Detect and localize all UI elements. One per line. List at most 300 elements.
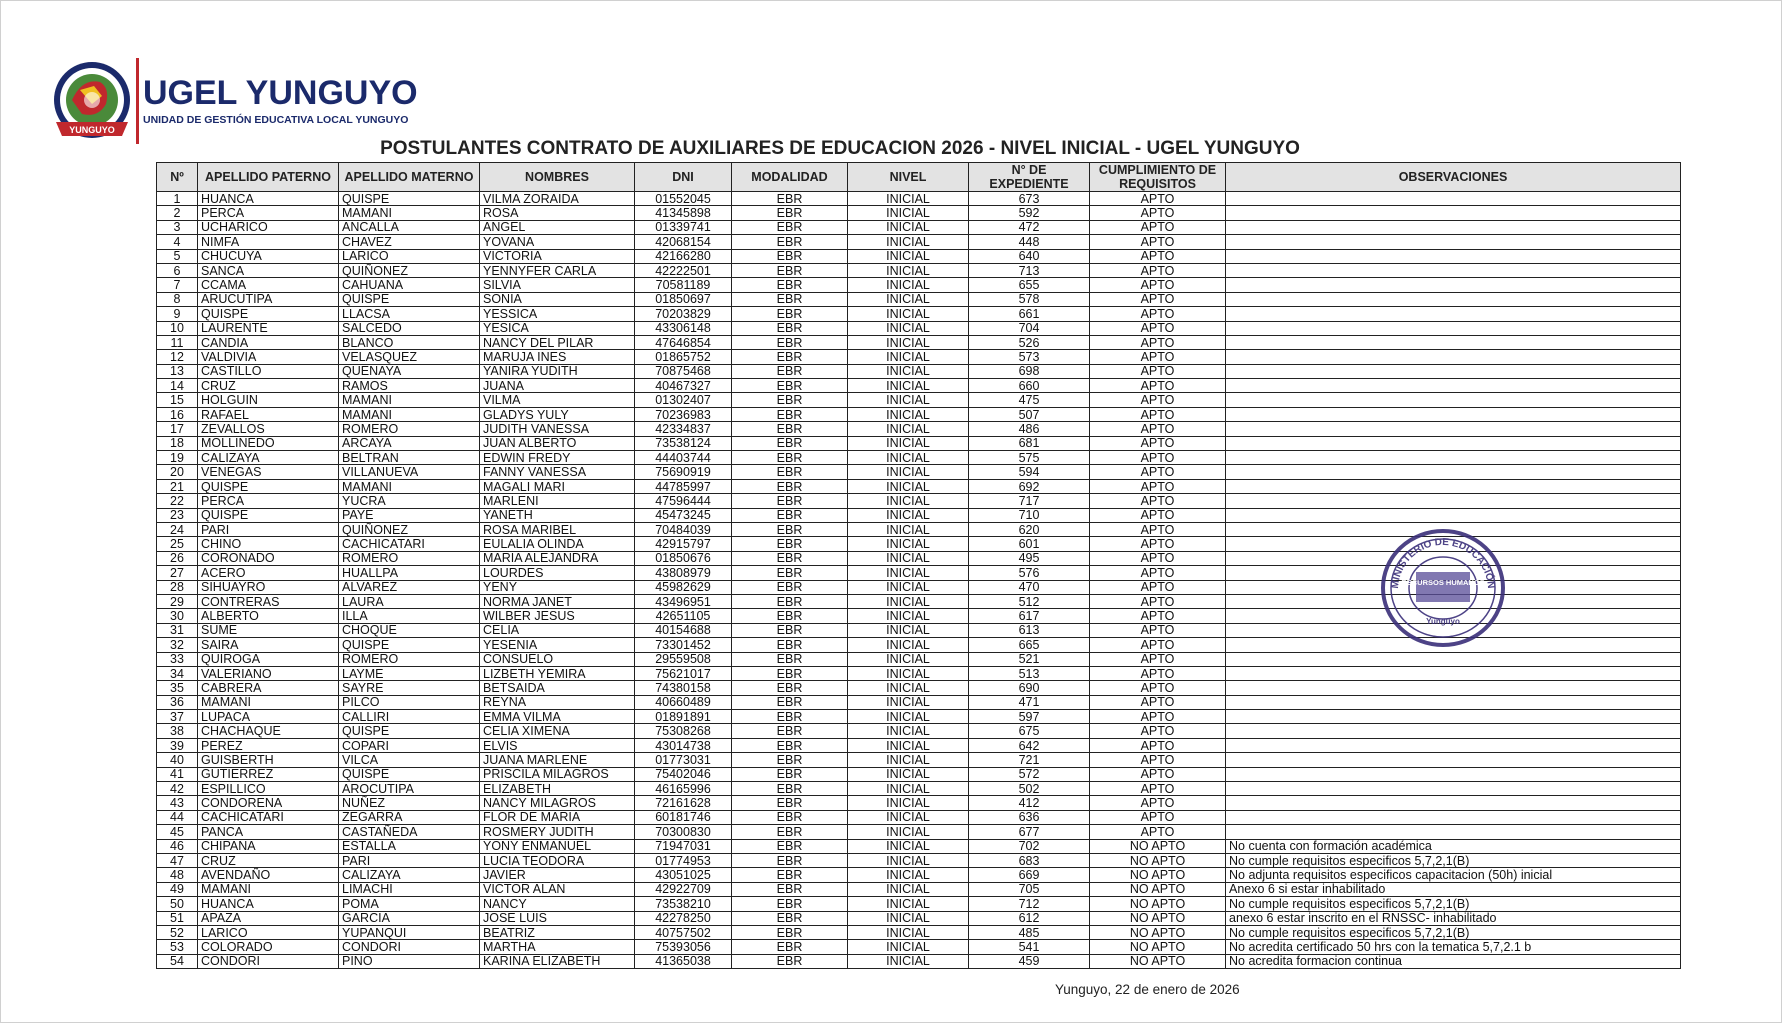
table-cell: EBR bbox=[732, 206, 848, 220]
table-cell: Anexo 6 si estar inhabilitado bbox=[1226, 882, 1681, 896]
table-cell: 75402046 bbox=[635, 767, 732, 781]
table-cell: APTO bbox=[1090, 724, 1226, 738]
table-cell: NANCY MILAGROS bbox=[480, 796, 635, 810]
table-cell: 01850676 bbox=[635, 551, 732, 565]
table-row bbox=[157, 350, 1681, 364]
stamp-bottom-text: Yunguyo bbox=[1426, 617, 1460, 626]
table-cell: 70236983 bbox=[635, 407, 732, 421]
table-row bbox=[157, 422, 1681, 436]
table-cell: BELTRAN bbox=[339, 451, 480, 465]
table-cell: MAMANI bbox=[198, 882, 339, 896]
table-cell: APTO bbox=[1090, 767, 1226, 781]
table-cell: ELVIS bbox=[480, 738, 635, 752]
column-header: DNI bbox=[635, 163, 732, 192]
table-cell: CRUZ bbox=[198, 853, 339, 867]
table-cell: EMMA VILMA bbox=[480, 710, 635, 724]
header-divider bbox=[136, 58, 139, 144]
table-cell bbox=[1226, 263, 1681, 277]
table-cell: EBR bbox=[732, 278, 848, 292]
table-cell: CRUZ bbox=[198, 379, 339, 393]
table-row bbox=[157, 393, 1681, 407]
table-cell: 710 bbox=[969, 508, 1090, 522]
document-title: POSTULANTES CONTRATO DE AUXILIARES DE EDUCACION 2026 - NIVEL INICIAL - UGEL YUNGUYO bbox=[380, 138, 1300, 159]
table-cell: MAMANI bbox=[198, 695, 339, 709]
table-cell: INICIAL bbox=[848, 580, 969, 594]
table-cell: UCHARICO bbox=[198, 220, 339, 234]
table-cell: APTO bbox=[1090, 235, 1226, 249]
table-cell: PILCO bbox=[339, 695, 480, 709]
table-cell: 39 bbox=[157, 738, 198, 752]
table-cell: NUÑEZ bbox=[339, 796, 480, 810]
table-cell: LUPACA bbox=[198, 710, 339, 724]
table-cell: CANDIA bbox=[198, 335, 339, 349]
table-cell: 640 bbox=[969, 249, 1090, 263]
table-row bbox=[157, 825, 1681, 839]
table-cell: 43014738 bbox=[635, 738, 732, 752]
table-cell: 43 bbox=[157, 796, 198, 810]
table-cell: 597 bbox=[969, 710, 1090, 724]
table-cell: 572 bbox=[969, 767, 1090, 781]
table-cell: VELASQUEZ bbox=[339, 350, 480, 364]
table-cell: EBR bbox=[732, 767, 848, 781]
table-cell: 9 bbox=[157, 307, 198, 321]
table-cell: HUALLPA bbox=[339, 566, 480, 580]
table-cell: INICIAL bbox=[848, 235, 969, 249]
table-cell: COLORADO bbox=[198, 940, 339, 954]
table-cell: HUANCA bbox=[198, 897, 339, 911]
table-cell: 22 bbox=[157, 494, 198, 508]
table-cell: ANCALLA bbox=[339, 220, 480, 234]
table-cell: SUME bbox=[198, 623, 339, 637]
table-cell bbox=[1226, 724, 1681, 738]
table-cell: 43306148 bbox=[635, 321, 732, 335]
table-cell: 26 bbox=[157, 551, 198, 565]
table-header-row bbox=[157, 163, 1681, 192]
table-cell: 47646854 bbox=[635, 335, 732, 349]
table-cell: 721 bbox=[969, 753, 1090, 767]
column-header: NIVEL bbox=[848, 163, 969, 192]
table-cell bbox=[1226, 666, 1681, 680]
table-cell: JUDITH VANESSA bbox=[480, 422, 635, 436]
table-row bbox=[157, 494, 1681, 508]
table-cell: APTO bbox=[1090, 566, 1226, 580]
table-cell: 52 bbox=[157, 925, 198, 939]
table-cell: MAMANI bbox=[339, 407, 480, 421]
table-cell: 45982629 bbox=[635, 580, 732, 594]
table-cell: 702 bbox=[969, 839, 1090, 853]
table-cell: CCAMA bbox=[198, 278, 339, 292]
table-cell: CHOQUE bbox=[339, 623, 480, 637]
table-cell: ESPILLICO bbox=[198, 782, 339, 796]
table-cell: SALCEDO bbox=[339, 321, 480, 335]
column-header: MODALIDAD bbox=[732, 163, 848, 192]
table-cell: MAGALI MARI bbox=[480, 479, 635, 493]
table-cell bbox=[1226, 278, 1681, 292]
table-cell: 70875468 bbox=[635, 364, 732, 378]
table-cell: APTO bbox=[1090, 307, 1226, 321]
table-cell: APTO bbox=[1090, 220, 1226, 234]
table-cell: JOSE LUIS bbox=[480, 911, 635, 925]
table-cell: 620 bbox=[969, 522, 1090, 536]
table-cell: APTO bbox=[1090, 580, 1226, 594]
table-cell: EBR bbox=[732, 710, 848, 724]
table-cell: 42651105 bbox=[635, 609, 732, 623]
table-cell: INICIAL bbox=[848, 321, 969, 335]
table-cell: SANCA bbox=[198, 263, 339, 277]
table-cell: EBR bbox=[732, 379, 848, 393]
table-cell: NO APTO bbox=[1090, 853, 1226, 867]
table-cell: 472 bbox=[969, 220, 1090, 234]
table-row bbox=[157, 278, 1681, 292]
table-cell: AROCUTIPA bbox=[339, 782, 480, 796]
table-cell: INICIAL bbox=[848, 508, 969, 522]
table-cell: GARCIA bbox=[339, 911, 480, 925]
table-cell bbox=[1226, 407, 1681, 421]
table-cell: INICIAL bbox=[848, 307, 969, 321]
table-cell: LIZBETH YEMIRA bbox=[480, 666, 635, 680]
table-cell: EBR bbox=[732, 465, 848, 479]
table-cell: 11 bbox=[157, 335, 198, 349]
table-cell: QUISPE bbox=[198, 508, 339, 522]
table-row bbox=[157, 364, 1681, 378]
table-cell: 75393056 bbox=[635, 940, 732, 954]
table-cell: INICIAL bbox=[848, 407, 969, 421]
table-cell: 41345898 bbox=[635, 206, 732, 220]
table-cell: 01302407 bbox=[635, 393, 732, 407]
table-cell: 25 bbox=[157, 537, 198, 551]
table-cell: 717 bbox=[969, 494, 1090, 508]
table-cell: INICIAL bbox=[848, 810, 969, 824]
table-cell: CORONADO bbox=[198, 551, 339, 565]
table-cell: QUIÑONEZ bbox=[339, 263, 480, 277]
table-cell: POMA bbox=[339, 897, 480, 911]
table-cell: 45 bbox=[157, 825, 198, 839]
table-cell: GUISBERTH bbox=[198, 753, 339, 767]
table-cell: BLANCO bbox=[339, 335, 480, 349]
table-cell: 38 bbox=[157, 724, 198, 738]
emblem-label: YUNGUYO bbox=[69, 125, 115, 135]
table-cell bbox=[1226, 796, 1681, 810]
column-header: OBSERVACIONES bbox=[1226, 163, 1681, 192]
table-cell: APTO bbox=[1090, 594, 1226, 608]
table-cell: 692 bbox=[969, 479, 1090, 493]
table-cell: LARICO bbox=[198, 925, 339, 939]
table-cell: NO APTO bbox=[1090, 940, 1226, 954]
header-logo bbox=[50, 56, 470, 146]
column-header: APELLIDO MATERNO bbox=[339, 163, 480, 192]
table-cell: EBR bbox=[732, 623, 848, 637]
table-cell: INICIAL bbox=[848, 753, 969, 767]
table-cell: APTO bbox=[1090, 379, 1226, 393]
table-cell: VICTOR ALAN bbox=[480, 882, 635, 896]
table-cell bbox=[1226, 508, 1681, 522]
table-cell: EBR bbox=[732, 782, 848, 796]
table-cell: QUISPE bbox=[339, 292, 480, 306]
table-cell: EBR bbox=[732, 925, 848, 939]
table-cell: 677 bbox=[969, 825, 1090, 839]
table-cell: APTO bbox=[1090, 666, 1226, 680]
table-cell: 40 bbox=[157, 753, 198, 767]
table-cell: 51 bbox=[157, 911, 198, 925]
table-cell: APTO bbox=[1090, 393, 1226, 407]
table-cell: EBR bbox=[732, 825, 848, 839]
table-cell bbox=[1226, 249, 1681, 263]
table-cell: JUANA MARLENE bbox=[480, 753, 635, 767]
table-cell bbox=[1226, 192, 1681, 206]
table-cell: VALERIANO bbox=[198, 666, 339, 680]
table-cell: CHACHAQUE bbox=[198, 724, 339, 738]
table-cell: BETSAIDA bbox=[480, 681, 635, 695]
table-cell: SAYRE bbox=[339, 681, 480, 695]
table-cell: INICIAL bbox=[848, 249, 969, 263]
footer-date: Yunguyo, 22 de enero de 2026 bbox=[1055, 982, 1240, 997]
table-cell: INICIAL bbox=[848, 638, 969, 652]
table-cell: NO APTO bbox=[1090, 868, 1226, 882]
table-cell: 32 bbox=[157, 638, 198, 652]
table-cell: JUAN ALBERTO bbox=[480, 436, 635, 450]
table-cell: 42068154 bbox=[635, 235, 732, 249]
table-cell: VENEGAS bbox=[198, 465, 339, 479]
table-cell: APTO bbox=[1090, 537, 1226, 551]
table-cell: LAURENTE bbox=[198, 321, 339, 335]
table-cell: 42278250 bbox=[635, 911, 732, 925]
table-cell: 513 bbox=[969, 666, 1090, 680]
table-cell: 01891891 bbox=[635, 710, 732, 724]
table-cell: NO APTO bbox=[1090, 839, 1226, 853]
table-cell: APTO bbox=[1090, 710, 1226, 724]
table-cell: 43051025 bbox=[635, 868, 732, 882]
table-cell: LIMACHI bbox=[339, 882, 480, 896]
table-cell: APTO bbox=[1090, 796, 1226, 810]
table-cell: APTO bbox=[1090, 494, 1226, 508]
table-row bbox=[157, 379, 1681, 393]
table-cell: CELIA bbox=[480, 623, 635, 637]
table-cell: ILLA bbox=[339, 609, 480, 623]
table-cell: ESTALLA bbox=[339, 839, 480, 853]
table-cell: NO APTO bbox=[1090, 954, 1226, 968]
table-cell: INICIAL bbox=[848, 710, 969, 724]
table-cell: 573 bbox=[969, 350, 1090, 364]
table-cell: EBR bbox=[732, 882, 848, 896]
table-cell: 21 bbox=[157, 479, 198, 493]
table-cell: APTO bbox=[1090, 810, 1226, 824]
table-cell: EBR bbox=[732, 724, 848, 738]
table-cell: NANCY DEL PILAR bbox=[480, 335, 635, 349]
table-cell: EBR bbox=[732, 954, 848, 968]
table-cell: INICIAL bbox=[848, 479, 969, 493]
table-cell: 7 bbox=[157, 278, 198, 292]
table-cell: 28 bbox=[157, 580, 198, 594]
table-cell: BEATRIZ bbox=[480, 925, 635, 939]
table-cell: 34 bbox=[157, 666, 198, 680]
table-cell: 471 bbox=[969, 695, 1090, 709]
table-row bbox=[157, 451, 1681, 465]
table-cell: MAMANI bbox=[339, 393, 480, 407]
table-cell: APTO bbox=[1090, 436, 1226, 450]
table-cell: INICIAL bbox=[848, 882, 969, 896]
table-cell: YUCRA bbox=[339, 494, 480, 508]
table-cell: EBR bbox=[732, 839, 848, 853]
table-cell: APTO bbox=[1090, 609, 1226, 623]
table-cell: 17 bbox=[157, 422, 198, 436]
table-cell: 48 bbox=[157, 868, 198, 882]
table-cell: 681 bbox=[969, 436, 1090, 450]
org-subtitle: UNIDAD DE GESTIÓN EDUCATIVA LOCAL YUNGUYO bbox=[143, 114, 409, 126]
table-row bbox=[157, 321, 1681, 335]
table-cell: MARIA ALEJANDRA bbox=[480, 551, 635, 565]
table-cell: APTO bbox=[1090, 292, 1226, 306]
table-cell: INICIAL bbox=[848, 192, 969, 206]
table-cell: MARUJA INES bbox=[480, 350, 635, 364]
table-cell: ROSA bbox=[480, 206, 635, 220]
table-cell: APTO bbox=[1090, 335, 1226, 349]
table-cell: VALDIVIA bbox=[198, 350, 339, 364]
table-cell: EBR bbox=[732, 566, 848, 580]
table-cell: APTO bbox=[1090, 422, 1226, 436]
table-cell: 35 bbox=[157, 681, 198, 695]
table-cell: 683 bbox=[969, 853, 1090, 867]
table-cell: PERCA bbox=[198, 206, 339, 220]
table-cell: ARUCUTIPA bbox=[198, 292, 339, 306]
table-cell: EBR bbox=[732, 551, 848, 565]
table-cell: 412 bbox=[969, 796, 1090, 810]
table-cell: CHIPANA bbox=[198, 839, 339, 853]
table-cell: 486 bbox=[969, 422, 1090, 436]
table-cell: QUISPE bbox=[198, 479, 339, 493]
table-cell: APAZA bbox=[198, 911, 339, 925]
table-cell: 5 bbox=[157, 249, 198, 263]
table-cell: QUIÑONEZ bbox=[339, 522, 480, 536]
table-cell: CACHICATARI bbox=[198, 810, 339, 824]
table-cell: CHINO bbox=[198, 537, 339, 551]
table-cell: 673 bbox=[969, 192, 1090, 206]
table-cell: 70203829 bbox=[635, 307, 732, 321]
table-cell: 29 bbox=[157, 594, 198, 608]
table-cell: LAYME bbox=[339, 666, 480, 680]
table-cell: EBR bbox=[732, 249, 848, 263]
table-row bbox=[157, 508, 1681, 522]
table-cell: INICIAL bbox=[848, 278, 969, 292]
table-cell: QUISPE bbox=[339, 724, 480, 738]
table-cell: EBR bbox=[732, 422, 848, 436]
table-cell: INICIAL bbox=[848, 954, 969, 968]
table-cell: 27 bbox=[157, 566, 198, 580]
table-cell: EDWIN FREDY bbox=[480, 451, 635, 465]
table-cell: YENNYFER CARLA bbox=[480, 263, 635, 277]
table-cell: 642 bbox=[969, 738, 1090, 752]
table-cell: CASTAÑEDA bbox=[339, 825, 480, 839]
table-cell bbox=[1226, 782, 1681, 796]
table-cell: INICIAL bbox=[848, 522, 969, 536]
table-row bbox=[157, 666, 1681, 680]
table-cell: PARI bbox=[339, 853, 480, 867]
table-cell: LLACSA bbox=[339, 307, 480, 321]
table-cell: 594 bbox=[969, 465, 1090, 479]
table-cell: PERCA bbox=[198, 494, 339, 508]
table-cell: 712 bbox=[969, 897, 1090, 911]
table-cell: 73301452 bbox=[635, 638, 732, 652]
table-row bbox=[157, 954, 1681, 968]
table-cell: 18 bbox=[157, 436, 198, 450]
table-cell: INICIAL bbox=[848, 695, 969, 709]
table-cell: EBR bbox=[732, 192, 848, 206]
table-cell: NO APTO bbox=[1090, 897, 1226, 911]
table-cell: CHUCUYA bbox=[198, 249, 339, 263]
table-cell: LOURDES bbox=[480, 566, 635, 580]
table-cell: INICIAL bbox=[848, 868, 969, 882]
table-cell: CELIA XIMENA bbox=[480, 724, 635, 738]
table-row bbox=[157, 681, 1681, 695]
table-cell: 42334837 bbox=[635, 422, 732, 436]
org-title: UGEL YUNGUYO bbox=[143, 74, 418, 112]
table-cell bbox=[1226, 710, 1681, 724]
table-cell: APTO bbox=[1090, 364, 1226, 378]
table-cell bbox=[1226, 379, 1681, 393]
table-cell: EBR bbox=[732, 940, 848, 954]
table-cell: CONDORENA bbox=[198, 796, 339, 810]
table-cell: 42922709 bbox=[635, 882, 732, 896]
table-cell: APTO bbox=[1090, 465, 1226, 479]
table-cell: APTO bbox=[1090, 249, 1226, 263]
table-cell: 42222501 bbox=[635, 263, 732, 277]
table-row bbox=[157, 767, 1681, 781]
table-row bbox=[157, 796, 1681, 810]
table-cell: EBR bbox=[732, 508, 848, 522]
table-cell: MARLENI bbox=[480, 494, 635, 508]
table-cell: ZEVALLOS bbox=[198, 422, 339, 436]
table-cell: EBR bbox=[732, 738, 848, 752]
table-cell: EBR bbox=[732, 451, 848, 465]
table-cell: 705 bbox=[969, 882, 1090, 896]
table-cell: 01773031 bbox=[635, 753, 732, 767]
table-cell: 01774953 bbox=[635, 853, 732, 867]
table-cell: APTO bbox=[1090, 522, 1226, 536]
table-cell: FANNY VANESSA bbox=[480, 465, 635, 479]
table-cell: 23 bbox=[157, 508, 198, 522]
table-cell: EBR bbox=[732, 235, 848, 249]
table-cell: 29559508 bbox=[635, 652, 732, 666]
table-cell: 42915797 bbox=[635, 537, 732, 551]
table-cell: INICIAL bbox=[848, 379, 969, 393]
table-cell: INICIAL bbox=[848, 422, 969, 436]
table-cell: COPARI bbox=[339, 738, 480, 752]
table-row bbox=[157, 695, 1681, 709]
table-cell: CALIZAYA bbox=[339, 868, 480, 882]
table-row bbox=[157, 235, 1681, 249]
table-cell: 19 bbox=[157, 451, 198, 465]
table-cell: 31 bbox=[157, 623, 198, 637]
table-cell: KARINA ELIZABETH bbox=[480, 954, 635, 968]
table-cell: APTO bbox=[1090, 192, 1226, 206]
table-cell bbox=[1226, 335, 1681, 349]
table-row bbox=[157, 307, 1681, 321]
table-cell: 613 bbox=[969, 623, 1090, 637]
table-cell: 690 bbox=[969, 681, 1090, 695]
ugel-emblem-icon bbox=[50, 60, 134, 144]
table-cell: NO APTO bbox=[1090, 882, 1226, 896]
table-cell: 4 bbox=[157, 235, 198, 249]
column-header: N° DE EXPEDIENTE bbox=[969, 163, 1090, 192]
table-cell: EBR bbox=[732, 335, 848, 349]
table-cell: LARICO bbox=[339, 249, 480, 263]
table-cell: EBR bbox=[732, 666, 848, 680]
table-row bbox=[157, 782, 1681, 796]
table-cell bbox=[1226, 652, 1681, 666]
table-row bbox=[157, 724, 1681, 738]
table-cell: APTO bbox=[1090, 695, 1226, 709]
table-cell: QUISPE bbox=[198, 307, 339, 321]
table-row bbox=[157, 263, 1681, 277]
